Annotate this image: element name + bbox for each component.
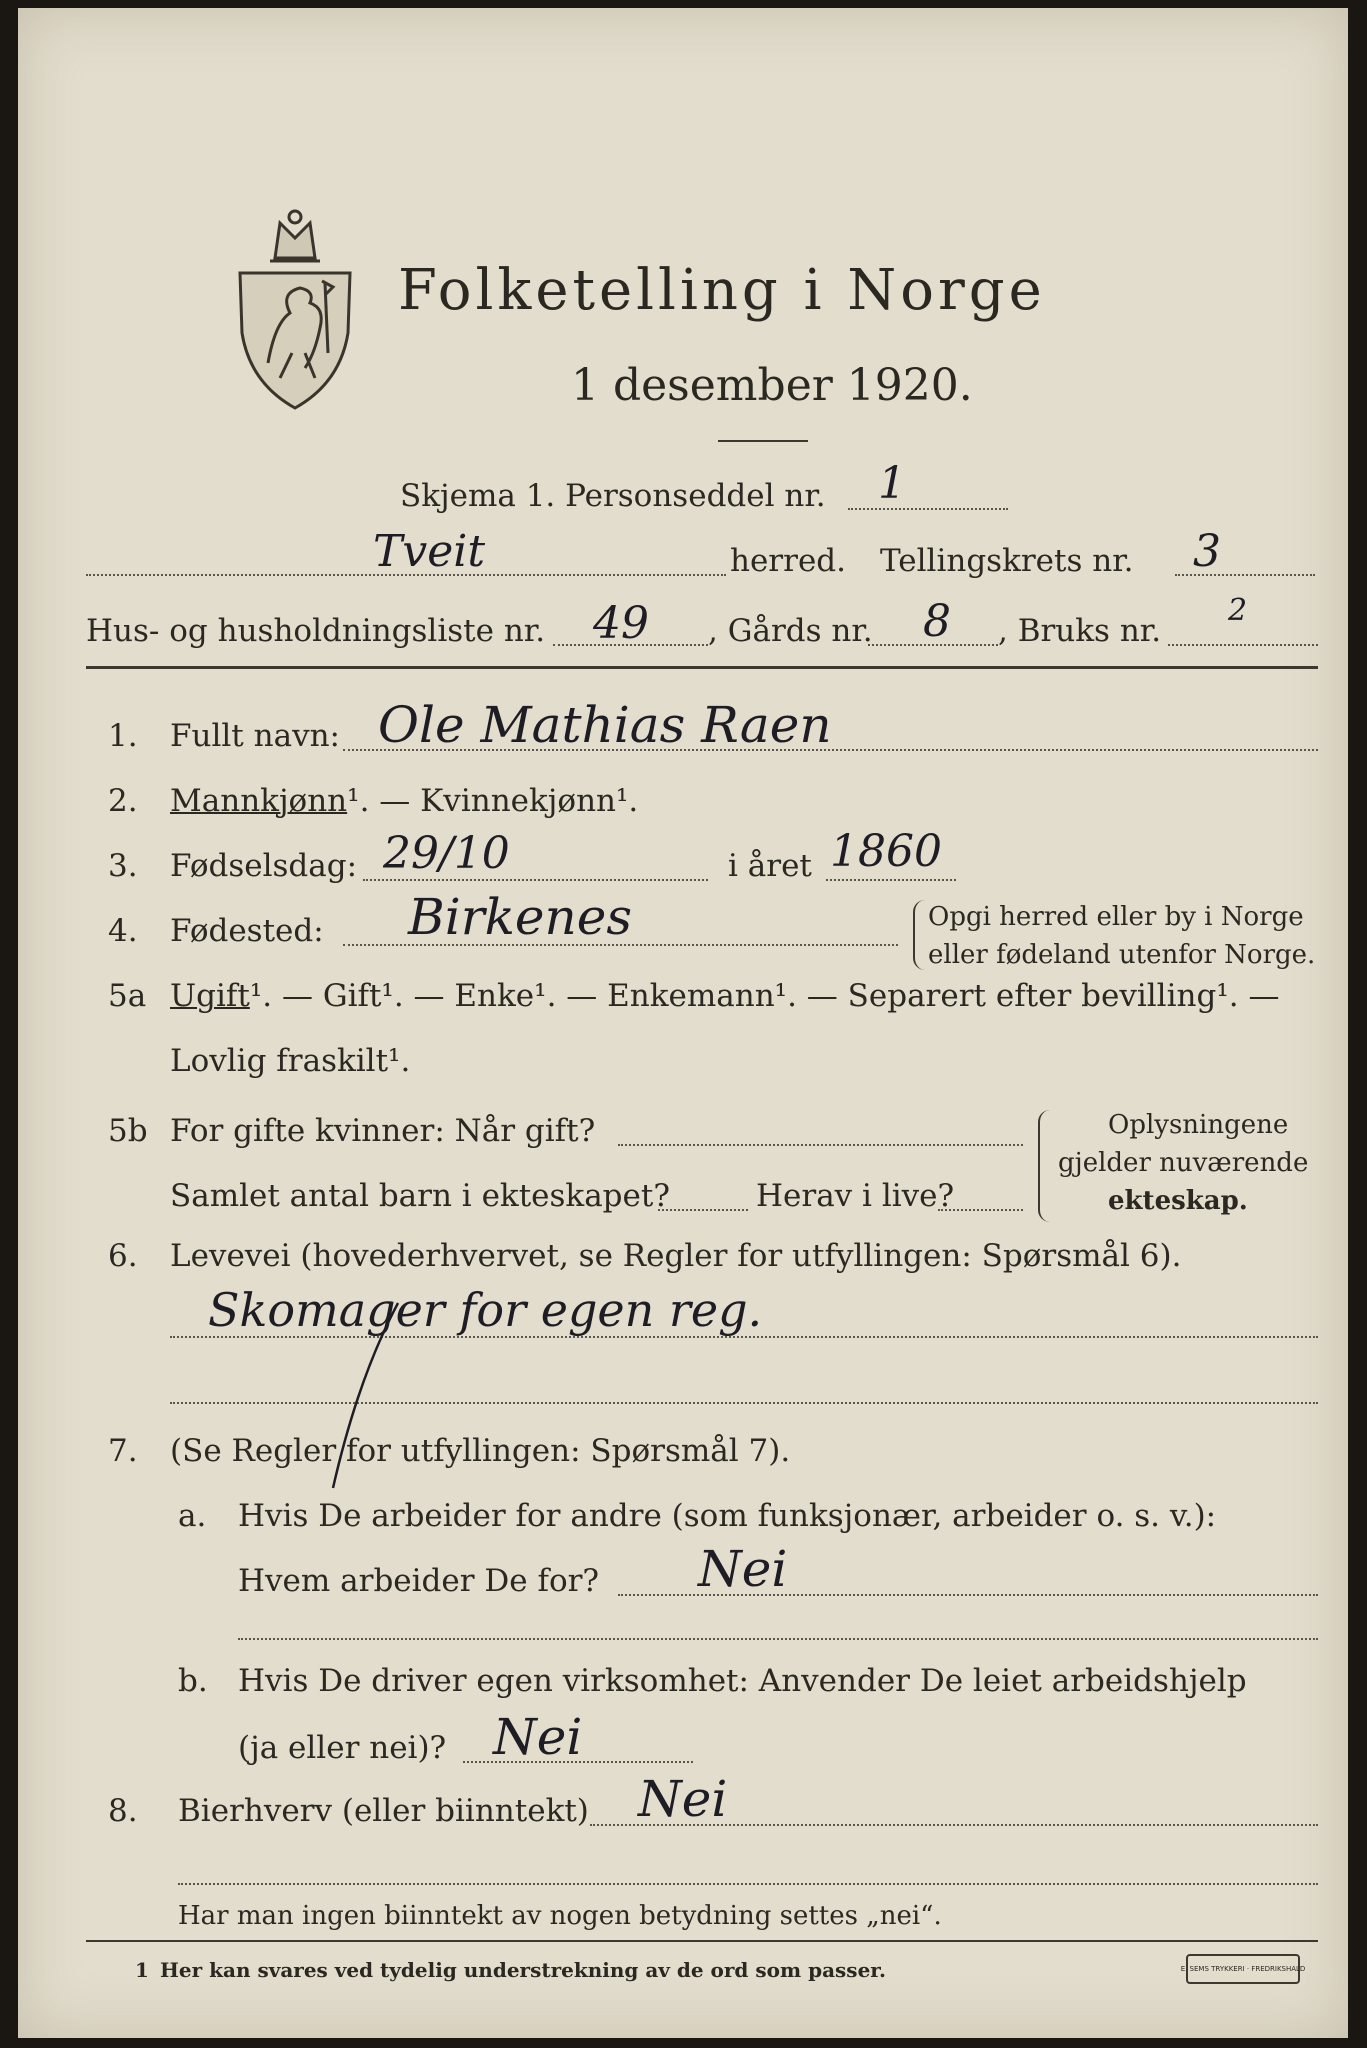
tellingskrets-value: 3: [1193, 526, 1221, 577]
q5a-divorced-option: Lovlig fraskilt¹.: [170, 1043, 411, 1079]
tellingskrets-label: Tellingskrets nr.: [880, 543, 1134, 579]
form-title: Folketelling i Norge: [398, 258, 1046, 323]
q4-label: Fødested:: [170, 913, 324, 949]
q1-label: Fullt navn:: [170, 718, 340, 754]
q5a-number: 5a: [108, 978, 147, 1014]
q4-bracket: [913, 900, 925, 970]
q1-number: 1.: [108, 718, 138, 754]
q2-number: 2.: [108, 783, 138, 819]
household-list-label: Hus- og husholdningsliste nr.: [86, 613, 546, 649]
q7b-letter: b.: [178, 1663, 208, 1699]
q2-gender-options: [170, 783, 638, 819]
bruks-line: [1168, 644, 1318, 646]
q8-value: Nei: [638, 1770, 728, 1828]
census-form: [18, 8, 1348, 2038]
q7a-employer-value: Nei: [698, 1540, 788, 1598]
header-rule: [86, 666, 1318, 669]
household-list-value: 49: [593, 598, 649, 649]
q6-label: Levevei (hovederhvervet, se Regler for utfyllingen: Spørsmål 6).: [170, 1238, 1182, 1274]
q7a-letter: a.: [178, 1498, 207, 1534]
q3-label: Fødselsdag:: [170, 848, 358, 884]
q5b-children-label: Samlet antal barn i ekteskapet?: [170, 1178, 670, 1214]
q5b-children-line: [658, 1209, 748, 1211]
bruks-label: , Bruks nr.: [998, 613, 1162, 649]
q6-number: 6.: [108, 1238, 138, 1274]
q7b-hired-help-label: (ja eller nei)?: [238, 1730, 447, 1766]
biinntekt-note: Har man ingen biinntekt av nogen betydning settes „nei“.: [178, 1901, 942, 1931]
footnote-rule: [86, 1940, 1318, 1942]
q7-number: 7.: [108, 1433, 138, 1469]
q6-occupation: Skomager for egen reg.: [208, 1283, 763, 1337]
schema-value: 1: [878, 458, 906, 509]
footnote-mark: 1: [135, 1958, 149, 1982]
q5b-number: 5b: [108, 1113, 148, 1149]
q2-male-option: Mannkjønn: [170, 783, 348, 819]
q3-year-line: [826, 879, 956, 881]
q5a-unmarried-option: Ugift: [170, 978, 250, 1014]
q8-label: Bierhverv (eller biinntekt): [178, 1793, 589, 1829]
q5a-marital-options: [170, 978, 1279, 1014]
q5b-note-line2: gjelder nuværende: [1058, 1148, 1309, 1178]
q4-number: 4.: [108, 913, 138, 949]
printer-stamp-text: E. SEMS TRYKKERI · FREDRIKSHALD: [1180, 1965, 1306, 1973]
q1-full-name: Ole Mathias Raen: [378, 696, 832, 754]
q3-line: [363, 879, 708, 881]
q7-label: (Se Regler for utfyllingen: Spørsmål 7).: [170, 1433, 791, 1469]
q5b-married-when-line: [618, 1144, 1023, 1146]
q8-number: 8.: [108, 1793, 138, 1829]
q4-note-line2: eller fødeland utenfor Norge.: [928, 940, 1316, 970]
herred-value: Tveit: [373, 526, 485, 577]
q8-line2: [178, 1883, 1318, 1885]
q5b-alive-line: [938, 1209, 1023, 1211]
q7a-employer-line2: [238, 1638, 1318, 1640]
q7a-question: Hvis De arbeider for andre (som funksjonær, arbeider o. s. v.):: [238, 1498, 1217, 1534]
q5b-note-line1: Oplysningene: [1108, 1110, 1289, 1140]
q3-number: 3.: [108, 848, 138, 884]
q3-birth-year: 1860: [830, 826, 942, 877]
q5b-married-when-label: For gifte kvinner: Når gift?: [170, 1113, 596, 1149]
coat-of-arms-icon: [230, 203, 360, 413]
q2-female-option: ¹. — Kvinnekjønn¹.: [347, 783, 639, 819]
q5b-bracket: [1038, 1110, 1050, 1222]
q7a-employer-label: Hvem arbeider De for?: [238, 1563, 600, 1599]
bruks-value: 2: [1228, 593, 1248, 628]
footnote-text: Her kan svares ved tydelig understrekning av de ord som passer.: [160, 1958, 886, 1982]
q3-year-label: i året: [728, 848, 812, 884]
q7b-hired-help-value: Nei: [493, 1708, 583, 1766]
q5a-other-options: ¹. — Gift¹. — Enke¹. — Enkemann¹. — Separert efter bevilling¹. —: [249, 978, 1280, 1014]
q4-note-line1: Opgi herred eller by i Norge: [928, 902, 1304, 932]
printer-stamp: [1180, 1954, 1306, 1984]
q4-birthplace: Birkenes: [408, 888, 632, 946]
schema-label: Skjema 1. Personseddel nr.: [400, 478, 826, 514]
q7b-question: Hvis De driver egen virksomhet: Anvender De leiet arbeidshjelp: [238, 1663, 1247, 1699]
q5b-note-line3: ekteskap.: [1108, 1186, 1248, 1216]
gards-value: 8: [923, 596, 951, 647]
census-date: 1 desember 1920.: [571, 360, 973, 411]
title-divider: [718, 440, 808, 442]
schema-line: [848, 508, 1008, 510]
q3-birthday: 29/10: [383, 828, 510, 879]
gards-label: , Gårds nr.: [708, 613, 873, 649]
herred-label: herred.: [730, 543, 846, 579]
q5b-alive-label: Herav i live?: [756, 1178, 955, 1214]
